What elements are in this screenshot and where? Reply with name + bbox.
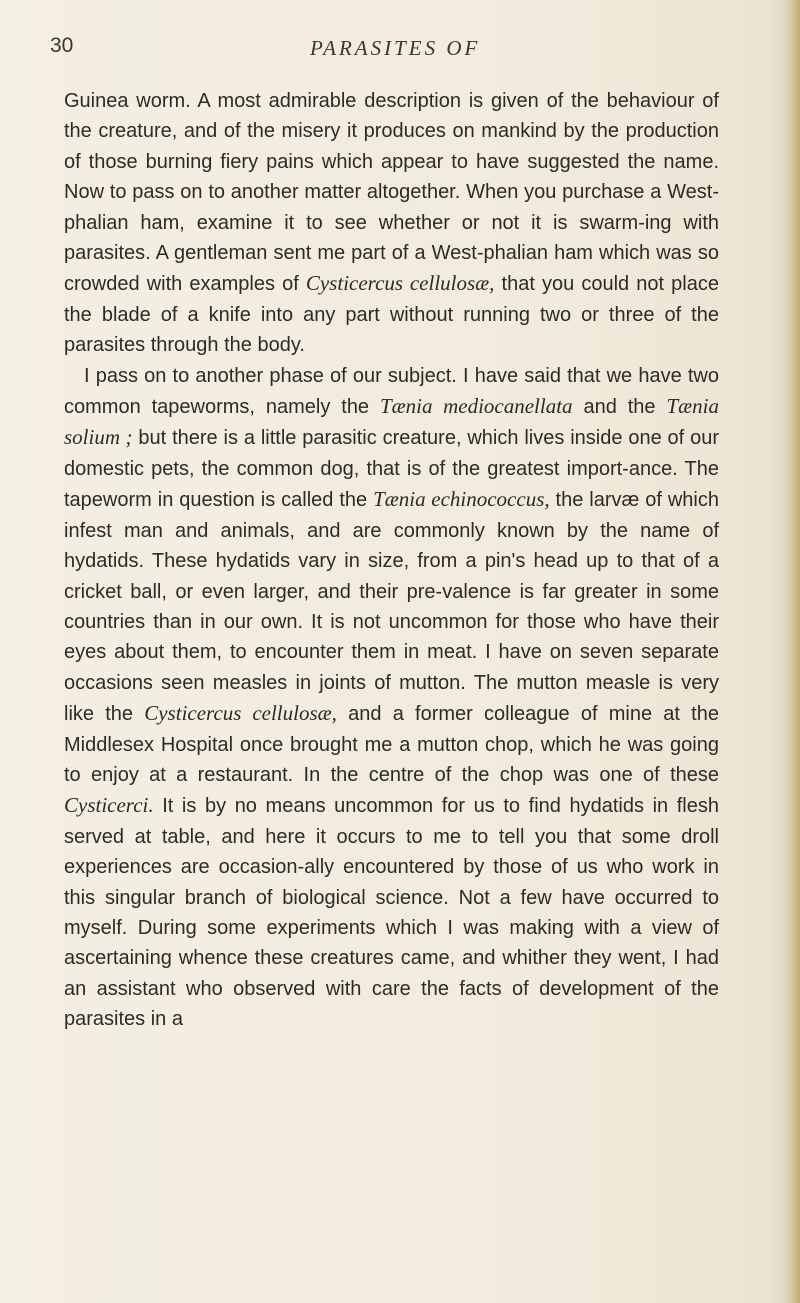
page-edge [784, 0, 800, 1303]
text-run: It is by no means uncommon for us to find hydatids in flesh served at table, and here it occurs to me to tell you that some droll experiences are occasion-ally encountered by those of us who work in this singular branch of biological science. Not a few have occurred to myself. During some experiments which I was making with a view of ascertaining whence these creatures came, and whither they went, I had an assistant who observed with care the facts of development of the parasites in a [64, 795, 719, 1031]
paragraph-1 [64, 86, 719, 361]
page-number: 30 [50, 34, 74, 57]
text-run: Guinea worm. A most admirable description is given of the behaviour of the creature, and of the misery it produces on mankind by the production of those burning fiery pains which appear to have suggested the name. Now to pass on to another matter altogether. When you purchase a West-phalian ham, examine it to see whether or not it is swarm-ing with parasites. A gentleman sent me part of a West-phalian ham which was so crowded with examples of [64, 90, 719, 296]
body-text [64, 86, 719, 1035]
species-name: Tænia solium ; [64, 394, 719, 450]
page-header [50, 34, 700, 64]
text-run: the larvæ of which infest man and animals, and are commonly known by the name of hydatids. These hydatids vary in size, from a pin's head up to that of a cricket ball, or even larger, and their pre-valence is far greater in some countries than in our own. It is not uncommon for those who have their eyes about them, to encounter them in meat. I have on seven separate occasions seen measles in joints of mutton. The mutton measle is very like the [64, 489, 719, 726]
text-run: I pass on to another phase of our subject. I have said that we have two common tapeworms, namely the [64, 364, 719, 419]
paragraph-2 [64, 361, 719, 1035]
species-name: Cysticercus cellulosæ, [144, 701, 337, 726]
running-head: PARASITES OF [310, 36, 481, 60]
text-run: that you could not place the blade of a knife into any part without running two or three of the parasites through the body. [64, 273, 719, 357]
text-run: and the [572, 396, 667, 419]
species-name: Tænia echinococcus, [373, 487, 550, 512]
text-run: but there is a little parasitic creature, which lives inside one of our domestic pets, the common dog, that is of the greatest import-ance. The tapeworm in question is called the [64, 427, 720, 512]
species-name: Cysticercus cellulosæ, [305, 271, 495, 296]
species-name: Cysticerci. [64, 793, 154, 818]
text-run: and a former colleague of mine at the Middlesex Hospital once brought me a mutton chop, which he was going to enjoy at a restaurant. In the centre of the chop was one of these [64, 703, 719, 786]
species-name: Tænia mediocanellata [379, 394, 573, 419]
